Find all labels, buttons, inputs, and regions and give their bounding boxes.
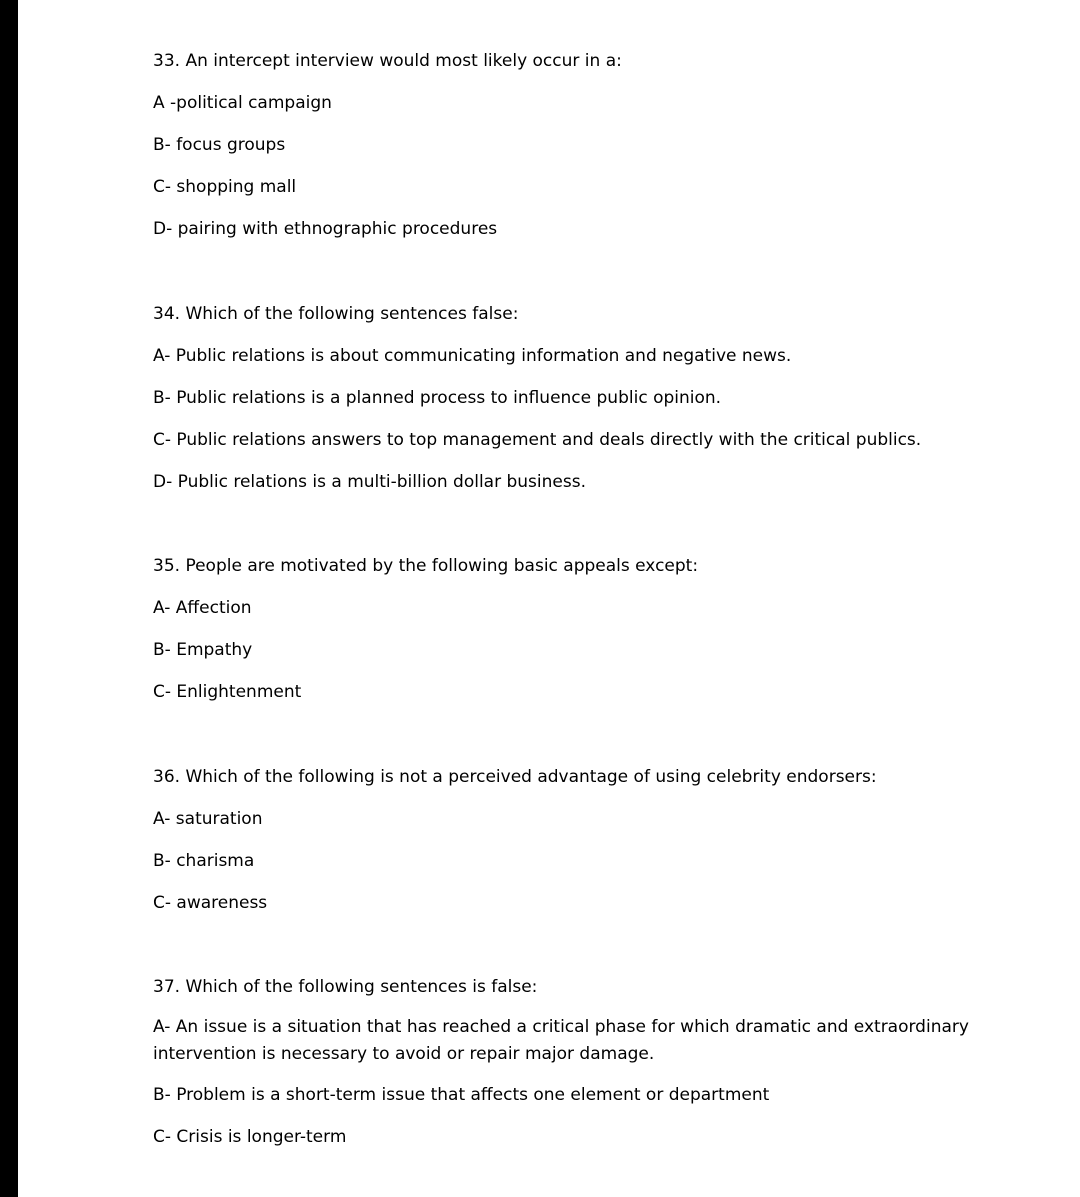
- option-d: D- pairing with ethnographic procedures: [153, 219, 498, 239]
- question-stem: 33. An intercept interview would most likely occur in a:: [153, 51, 622, 71]
- option-a: A -political campaign: [153, 93, 332, 113]
- document-page: [18, 0, 1080, 1197]
- option-a: A- Affection: [153, 598, 252, 618]
- question-stem: 36. Which of the following is not a perceived advantage of using celebrity endorsers:: [153, 767, 877, 787]
- question-34: [153, 303, 973, 493]
- question-33: [153, 50, 973, 240]
- option-a: A- Public relations is about communicating information and negative news.: [153, 346, 792, 366]
- option-a: A- An issue is a situation that has reached a critical phase for which dramatic and extraordinary intervention is necessary to avoid or repair major damage.: [153, 1017, 969, 1064]
- option-c: C- Enlightenment: [153, 682, 302, 702]
- question-stem: 34. Which of the following sentences false:: [153, 304, 519, 324]
- option-c: C- Public relations answers to top management and deals directly with the critical publics.: [153, 430, 922, 450]
- question-36: [153, 766, 973, 914]
- question-37: [153, 976, 973, 1148]
- option-b: B- charisma: [153, 851, 255, 871]
- option-b: B- Problem is a short-term issue that affects one element or department: [153, 1085, 770, 1105]
- option-c: C- Crisis is longer-term: [153, 1127, 347, 1147]
- option-b: B- focus groups: [153, 135, 286, 155]
- option-d: D- Public relations is a multi-billion dollar business.: [153, 472, 586, 492]
- question-stem: 35. People are motivated by the following basic appeals except:: [153, 556, 699, 576]
- question-stem: 37. Which of the following sentences is false:: [153, 977, 538, 997]
- option-a: A- saturation: [153, 809, 263, 829]
- question-35: [153, 555, 973, 703]
- option-c: C- shopping mall: [153, 177, 297, 197]
- option-b: B- Public relations is a planned process to influence public opinion.: [153, 388, 722, 408]
- option-b: B- Empathy: [153, 640, 253, 660]
- option-c: C- awareness: [153, 893, 268, 913]
